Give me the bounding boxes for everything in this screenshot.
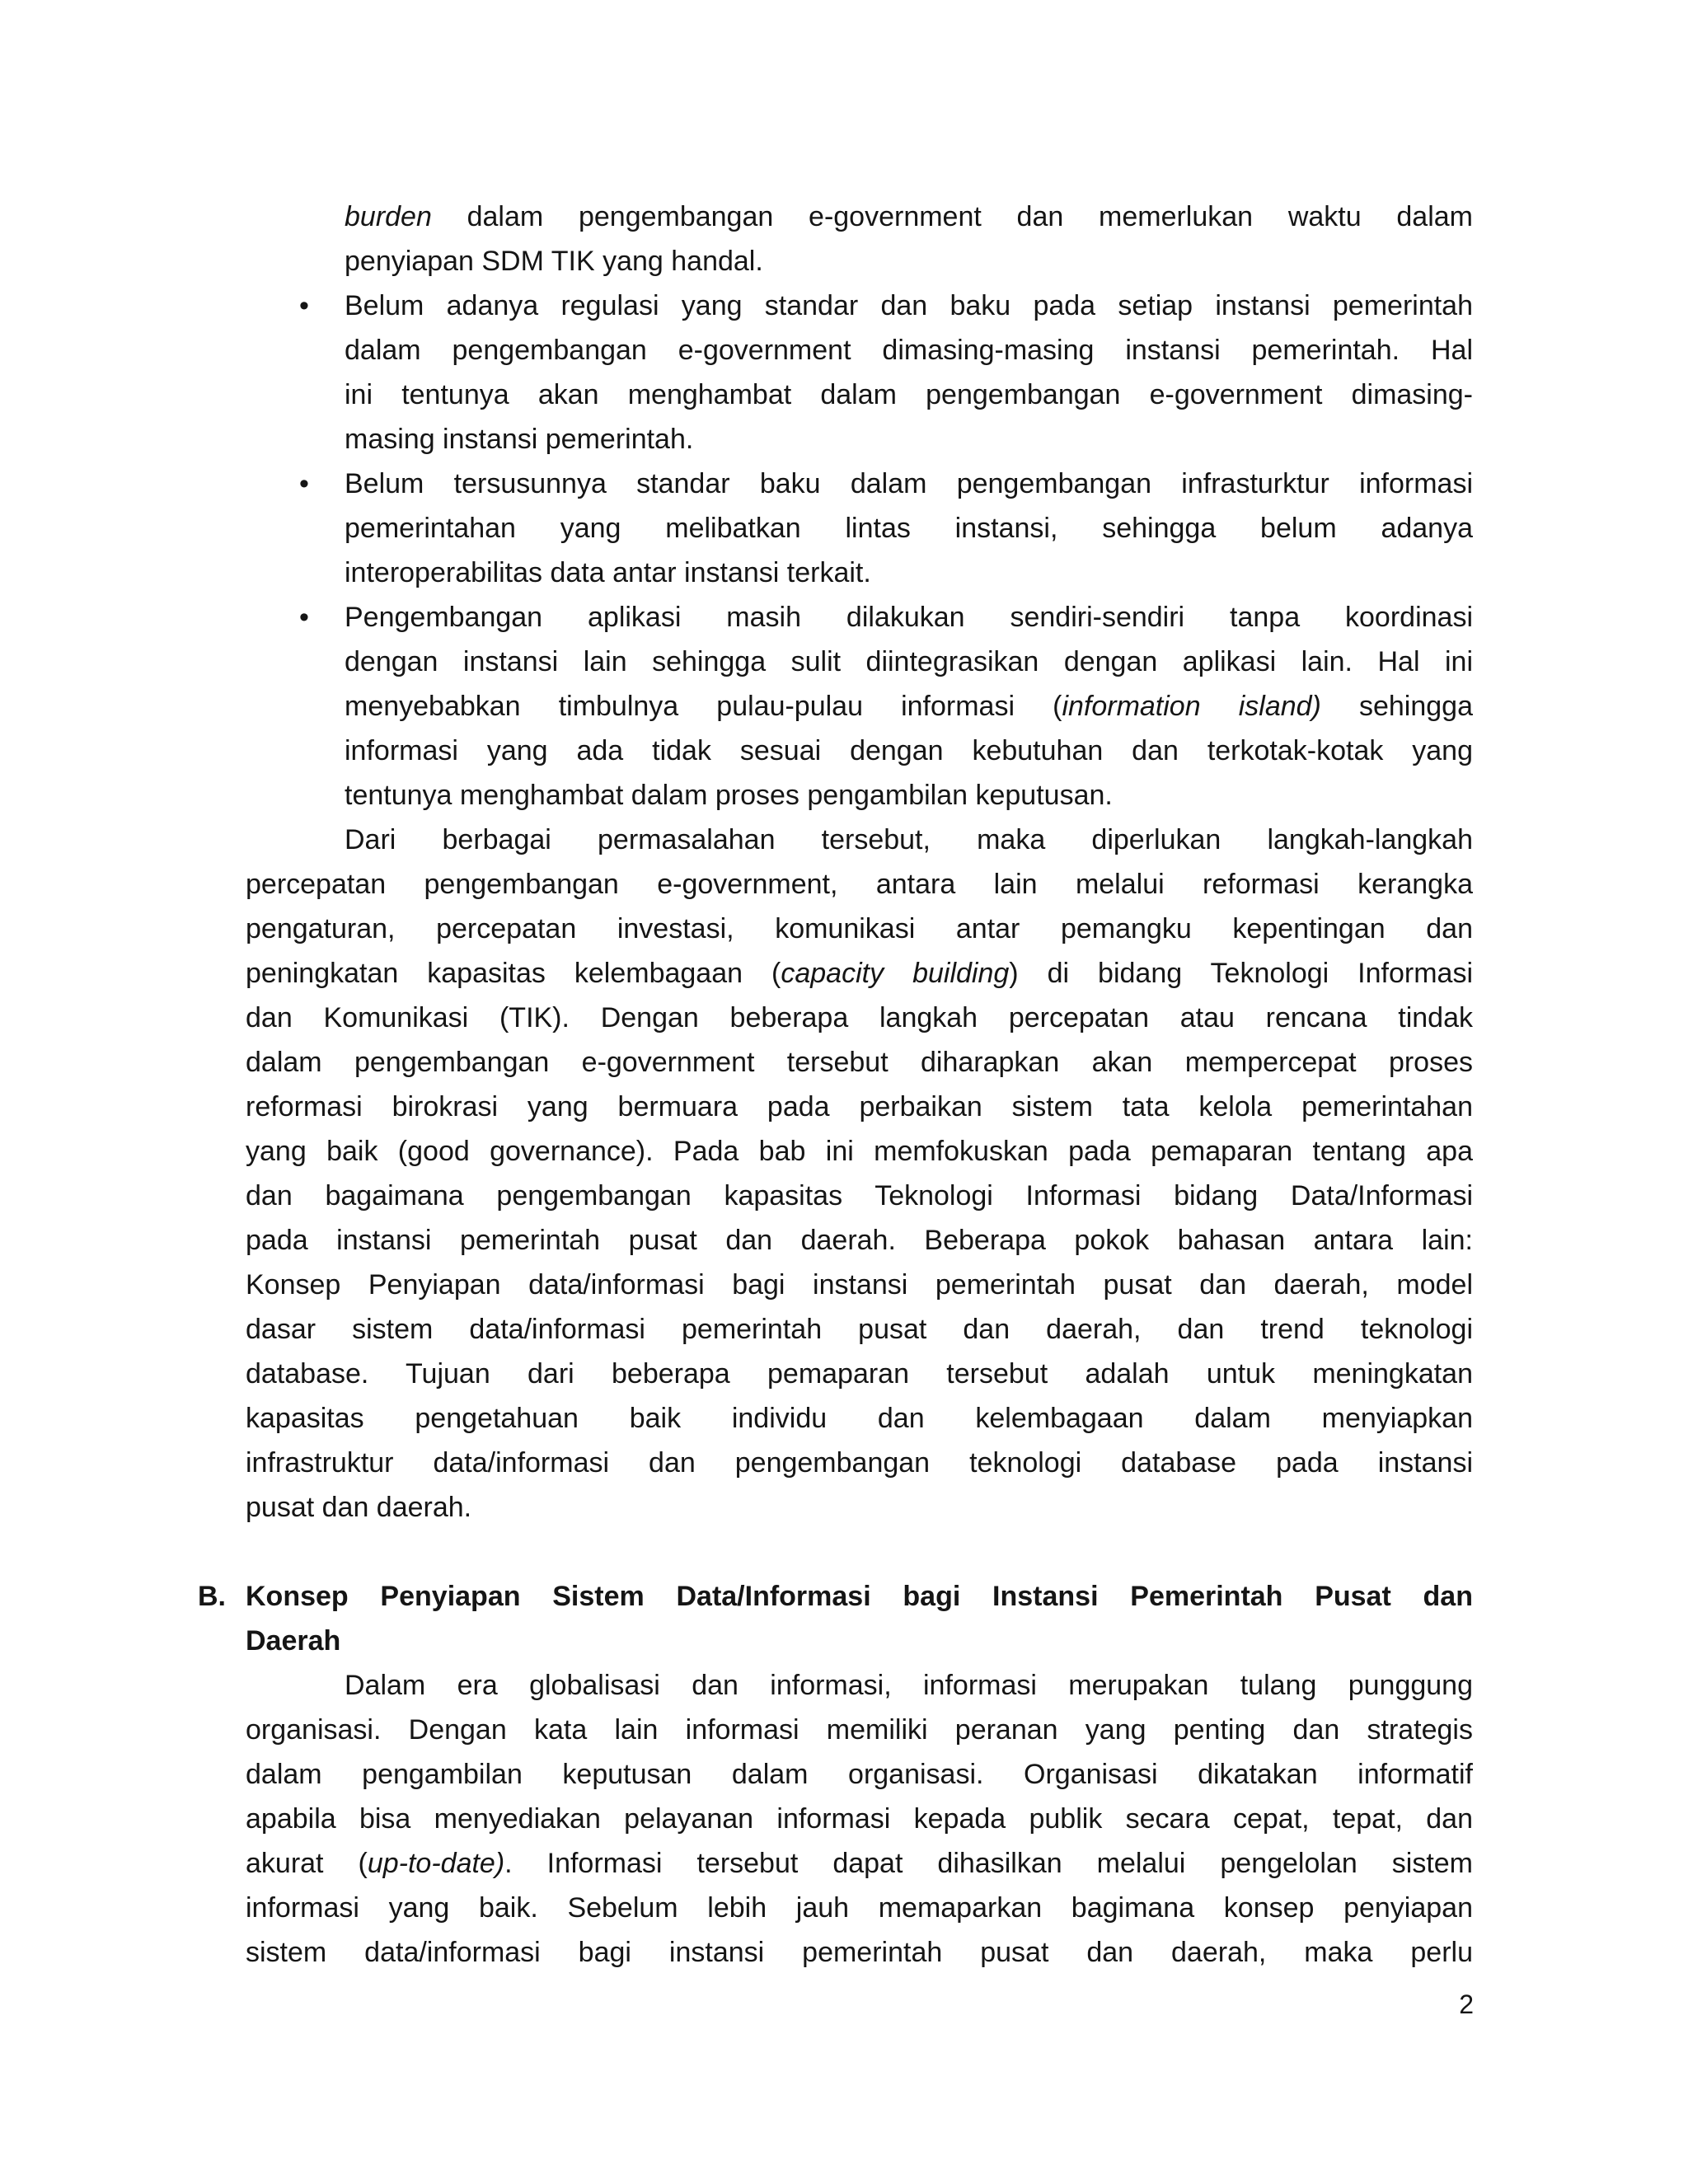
- text-segment: tentunya menghambat dalam proses pengambilan keputusan.: [345, 780, 1113, 811]
- italic-text: up-to-date): [367, 1848, 505, 1879]
- text-line: [299, 595, 1473, 640]
- text-line: [246, 1886, 1473, 1930]
- text-segment: peningkatan kapasitas kelembagaan (: [246, 958, 781, 989]
- page-number: 2: [1459, 1990, 1474, 2019]
- text-segment: informasi yang baik. Sebelum lebih jauh memaparkan bagimana konsep penyiapan: [246, 1892, 1473, 1924]
- text-segment: database. Tujuan dari beberapa pemaparan tersebut adalah untuk meningkatan: [246, 1358, 1473, 1390]
- text-line: [246, 907, 1473, 951]
- text-segment: ini tentunya akan menghambat dalam pengembangan e-government dimasing-: [345, 379, 1473, 410]
- text-segment: . Informasi tersebut dapat dihasilkan melalui pengelolan sistem: [504, 1848, 1474, 1879]
- italic-text: capacity building: [781, 958, 1010, 989]
- bullet-icon: •: [299, 468, 309, 499]
- text-segment: Konsep Penyiapan Sistem Data/Informasi bagi Instansi Pemerintah Pusat dan: [246, 1581, 1473, 1612]
- text-line: [345, 773, 1473, 818]
- text-line: [299, 284, 1473, 328]
- text-segment: menyebabkan timbulnya pulau-pulau informasi (: [345, 691, 1062, 722]
- text-segment: interoperabilitas data antar instansi terkait.: [345, 557, 871, 588]
- text-segment: Belum tersusunnya standar baku dalam pengembangan infrasturktur informasi: [345, 468, 1473, 499]
- text-segment: pemerintahan yang melibatkan lintas instansi, sehingga belum adanya: [345, 513, 1473, 544]
- text-segment: informasi yang ada tidak sesuai dengan kebutuhan dan terkotak-kotak yang: [345, 735, 1473, 766]
- text-segment: pada instansi pemerintah pusat dan daerah. Beberapa pokok bahasan antara lain:: [246, 1225, 1473, 1256]
- text-line: [246, 1263, 1473, 1307]
- bullet-icon: •: [299, 290, 309, 321]
- text-line: [246, 1352, 1473, 1396]
- text-segment: sehingga: [1320, 691, 1473, 722]
- text-line: [246, 1708, 1473, 1752]
- text-line: [345, 194, 1473, 239]
- text-line: [246, 1930, 1473, 1975]
- text-segment: dalam pengembangan e-government dimasing-masing instansi pemerintah. Hal: [345, 335, 1473, 366]
- text-line: [246, 1307, 1473, 1352]
- text-line: [246, 1129, 1473, 1174]
- text-line: [246, 1797, 1473, 1841]
- text-segment: dengan instansi lain sehingga sulit diintegrasikan dengan aplikasi lain. Hal ini: [345, 646, 1473, 677]
- text-segment: pusat dan daerah.: [246, 1492, 472, 1523]
- text-line: [345, 506, 1473, 551]
- text-segment: apabila bisa menyediakan pelayanan informasi kepada publik secara cepat, tepat, dan: [246, 1803, 1473, 1835]
- text-segment: organisasi. Dengan kata lain informasi memiliki peranan yang penting dan strategis: [246, 1714, 1473, 1746]
- section-heading-line: [246, 1619, 1473, 1663]
- text-segment: dalam pengembangan e-government dan memerlukan waktu dalam: [431, 201, 1473, 232]
- text-segment: akurat (: [246, 1848, 368, 1879]
- text-segment: Dalam era globalisasi dan informasi, informasi merupakan tulang punggung: [345, 1670, 1473, 1701]
- text-line: [246, 1752, 1473, 1797]
- text-line: [345, 729, 1473, 773]
- text-segment: Dari berbagai permasalahan tersebut, maka diperlukan langkah-langkah: [345, 824, 1473, 855]
- text-segment: percepatan pengembangan e-government, antara lain melalui reformasi kerangka: [246, 869, 1473, 900]
- text-line: [345, 1663, 1473, 1708]
- text-segment: dalam pengembangan e-government tersebut diharapkan akan mempercepat proses: [246, 1047, 1473, 1078]
- text-segment: Belum adanya regulasi yang standar dan baku pada setiap instansi pemerintah: [345, 290, 1473, 321]
- bullet-icon: •: [299, 602, 309, 633]
- text-segment: Daerah: [246, 1625, 341, 1657]
- text-line: [345, 328, 1473, 373]
- text-line: [345, 818, 1473, 862]
- text-line: [299, 462, 1473, 506]
- text-line: [246, 1174, 1473, 1218]
- section-number: B.: [198, 1581, 226, 1612]
- text-segment: yang baik (good governance). Pada bab ini memfokuskan pada pemaparan tentang apa: [246, 1136, 1473, 1167]
- italic-text: information island): [1062, 691, 1321, 722]
- text-line: [246, 1841, 1473, 1886]
- text-line: [345, 640, 1473, 684]
- text-segment: infrastruktur data/informasi dan pengembangan teknologi database pada instansi: [246, 1447, 1473, 1479]
- text-line: [246, 951, 1473, 996]
- text-line: [246, 1396, 1473, 1441]
- text-line: [345, 551, 1473, 595]
- text-line: [246, 1085, 1473, 1129]
- text-line: [345, 417, 1473, 462]
- text-segment: sistem data/informasi bagi instansi pemerintah pusat dan daerah, maka perlu: [246, 1937, 1473, 1968]
- text-line: [345, 239, 1473, 284]
- text-segment: penyiapan SDM TIK yang handal.: [345, 246, 763, 277]
- text-line: [246, 1485, 1473, 1530]
- text-segment: Konsep Penyiapan data/informasi bagi instansi pemerintah pusat dan daerah, model: [246, 1269, 1473, 1301]
- text-line: [246, 1040, 1473, 1085]
- document-body: [0, 194, 1688, 1975]
- text-segment: dasar sistem data/informasi pemerintah pusat dan daerah, dan trend teknologi: [246, 1314, 1473, 1345]
- text-segment: reformasi birokrasi yang bermuara pada perbaikan sistem tata kelola pemerintahan: [246, 1091, 1473, 1122]
- text-line: [246, 862, 1473, 907]
- text-segment: dalam pengambilan keputusan dalam organisasi. Organisasi dikatakan informatif: [246, 1759, 1473, 1790]
- text-segment: dan Komunikasi (TIK). Dengan beberapa langkah percepatan atau rencana tindak: [246, 1002, 1473, 1033]
- text-segment: kapasitas pengetahuan baik individu dan kelembagaan dalam menyiapkan: [246, 1403, 1473, 1434]
- blank-line: [0, 1530, 1688, 1574]
- text-line: [246, 1441, 1473, 1485]
- italic-text: burden: [345, 201, 432, 232]
- text-line: [246, 1218, 1473, 1263]
- section-heading-line: [198, 1574, 1473, 1619]
- text-segment: dan bagaimana pengembangan kapasitas Teknologi Informasi bidang Data/Informasi: [246, 1180, 1473, 1212]
- text-segment: pengaturan, percepatan investasi, komunikasi antar pemangku kepentingan dan: [246, 913, 1473, 944]
- text-segment: Pengembangan aplikasi masih dilakukan sendiri-sendiri tanpa koordinasi: [345, 602, 1473, 633]
- text-line: [345, 373, 1473, 417]
- text-line: [345, 684, 1473, 729]
- text-segment: ) di bidang Teknologi Informasi: [1009, 958, 1473, 989]
- text-segment: masing instansi pemerintah.: [345, 424, 694, 455]
- text-line: [246, 996, 1473, 1040]
